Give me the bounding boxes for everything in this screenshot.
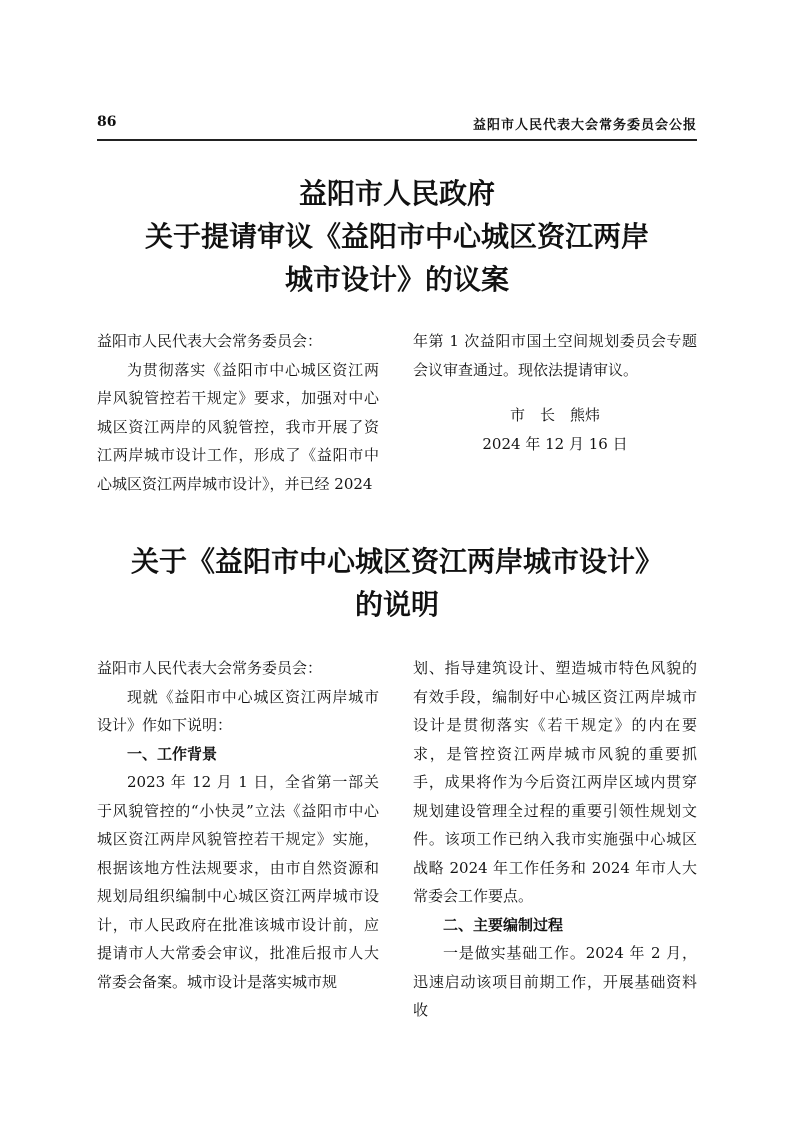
journal-name: 益阳市人民代表大会常务委员会公报 bbox=[472, 118, 697, 133]
motion-right-column bbox=[413, 327, 697, 458]
motion-left-column bbox=[97, 327, 379, 498]
section-1-heading: 一、工作背景 bbox=[127, 744, 218, 763]
motion-title-line-2: 关于提请审议《益阳市中心城区资江两岸 bbox=[144, 220, 649, 253]
motion-date: 2024 年 12 月 16 日 bbox=[482, 434, 628, 453]
explanation-salutation: 益阳市人民代表大会常务委员会： bbox=[97, 659, 323, 677]
motion-signatory: 市 长 熊炜 bbox=[509, 406, 600, 424]
header-rule bbox=[97, 139, 697, 141]
section-2-text: 一是做实基础工作。2024 年 2 月，迅速启动该项目前期工作，开展基础资料收 bbox=[413, 944, 697, 1019]
section-1-text-part-2: 划、指导建筑设计、塑造城市特色风貌的有效手段，编制好中心城区资江两岸城市设计是贯彻落实《若干规定》的内在要求，是管控资江两岸城市风貌的重要抓手，成果将作为今后资江两岸区域内贯穿规划建设管理全过程的重要引领性规划文件。该项工作已纳入我市实施强中心城区战略 2024 年工作任务和 2024 年市人大常委会工作要点。 bbox=[413, 659, 697, 905]
explanation-title-line-2: 的说明 bbox=[354, 588, 439, 621]
motion-body-part-2: 年第 1 次益阳市国土空间规划委员会专题会议审查通过。现依法提请审议。 bbox=[413, 332, 697, 379]
motion-title bbox=[97, 172, 697, 301]
page-header bbox=[97, 114, 697, 136]
explanation-title-line-1: 关于《益阳市中心城区资江两岸城市设计》 bbox=[130, 545, 663, 578]
page-number: 86 bbox=[97, 114, 117, 130]
motion-body-part-1: 为贯彻落实《益阳市中心城区资江两岸风貌管控若干规定》要求，加强对中心城区资江两岸的风貌管控，我市开展了资江两岸城市设计工作，形成了《益阳市中心城区资江两岸城市设计》，并已经 2024 bbox=[97, 360, 379, 493]
motion-title-line-1: 益阳市人民政府 bbox=[298, 177, 495, 210]
explanation-left-column bbox=[97, 654, 379, 996]
motion-title-line-3: 城市设计》的议案 bbox=[284, 263, 509, 296]
explanation-title bbox=[97, 540, 697, 626]
section-2-heading: 二、主要编制过程 bbox=[443, 915, 564, 934]
motion-salutation: 益阳市人民代表大会常务委员会： bbox=[97, 332, 323, 350]
explanation-right-column bbox=[413, 654, 697, 1025]
section-1-text-part-1: 2023 年 12 月 1 日，全省第一部关于风貌管控的“小快灵”立法《益阳市中心城区资江两岸风貌管控若干规定》实施，根据该地方性法规要求，由市自然资源和规划局组织编制中心城区资江两岸城市设计，市人民政府在批准该城市设计前，应提请市人大常委会审议，批准后报市人大常委会备案。城市设计是落实城市规 bbox=[97, 773, 379, 991]
explanation-intro: 现就《益阳市中心城区资江两岸城市设计》作如下说明： bbox=[97, 687, 379, 734]
